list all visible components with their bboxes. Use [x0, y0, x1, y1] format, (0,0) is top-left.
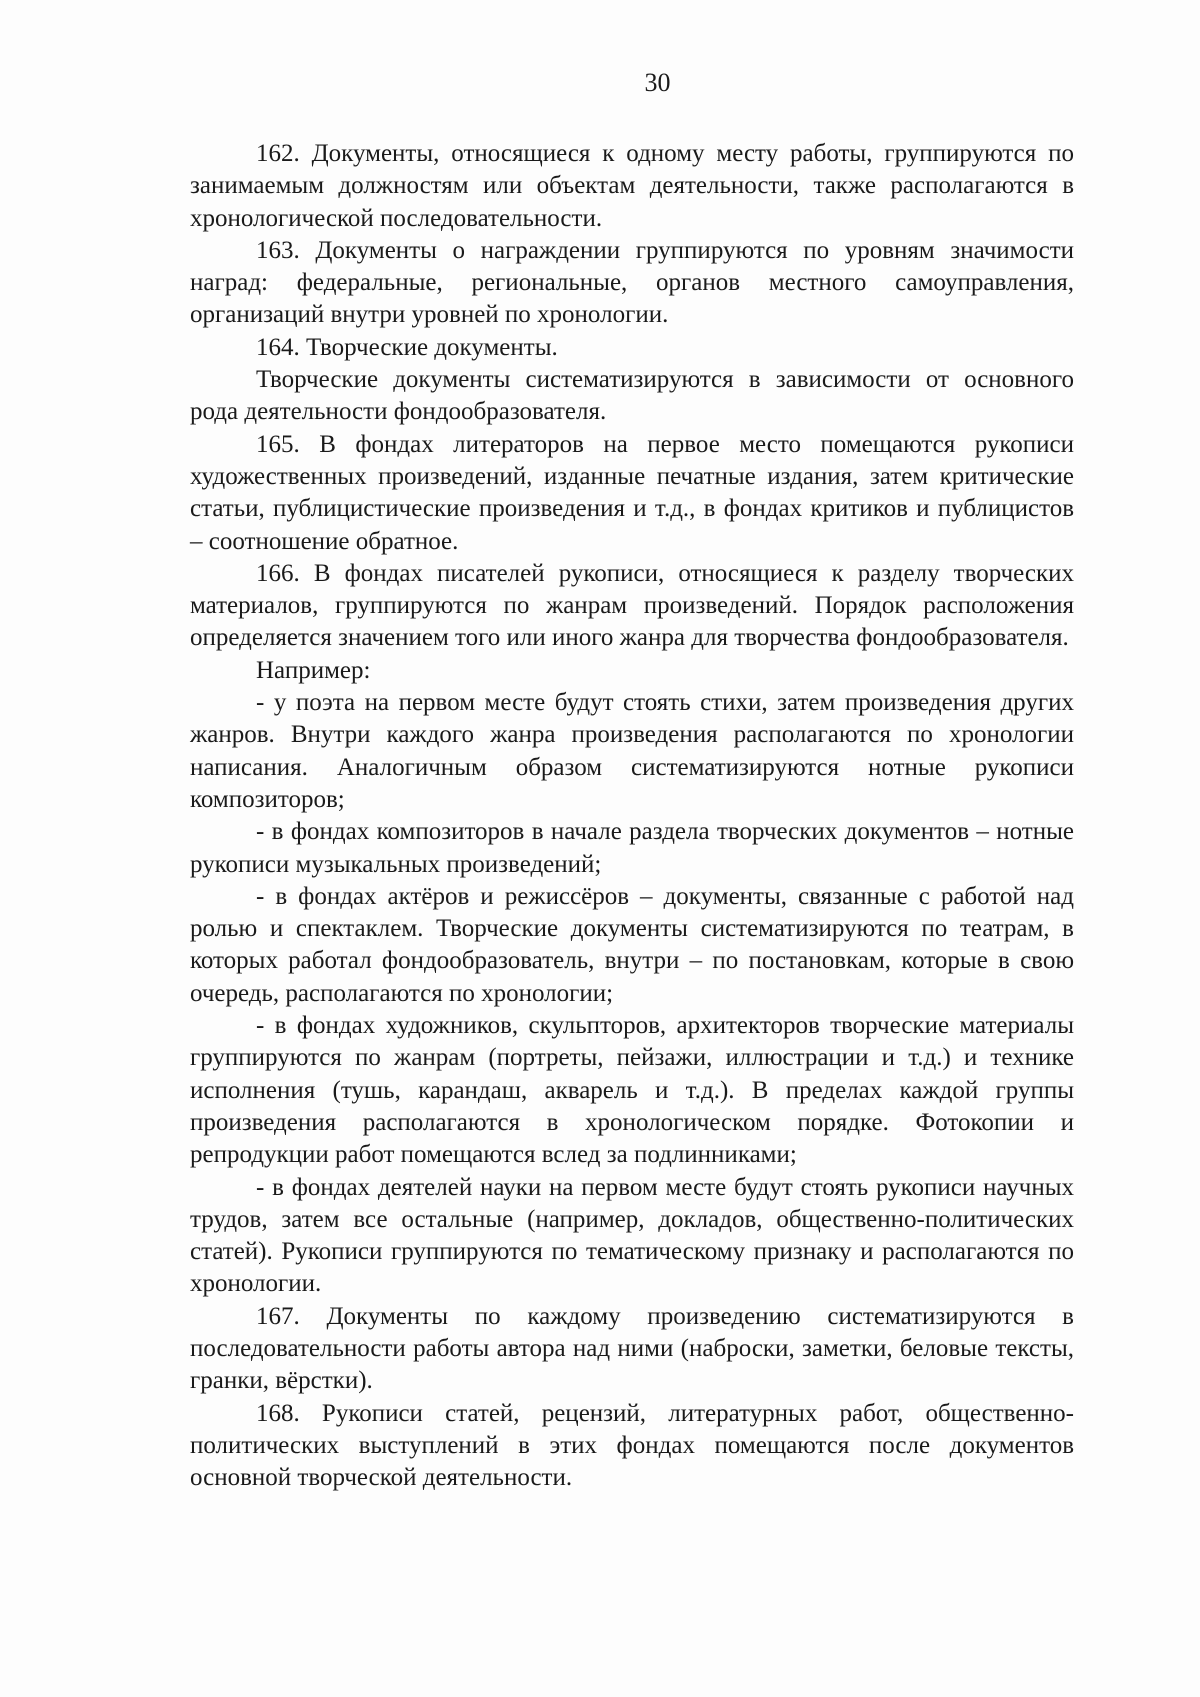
- paragraph-example-intro: Например:: [256, 656, 371, 684]
- list-item-actors: - в фондах актёров и режиссёров – документы, связанные с работой над ролью и спектаклем. Творческие документы систематизируются по театрам, в которых работал фондообразователь, внутри – по постановкам, которые в свою очередь, располагаются по хронологии;: [190, 882, 1074, 1007]
- paragraph-168: 168. Рукописи статей, рецензий, литературных работ, общественно-политических выступлений в этих фондах помещаются после документов основной творческой деятельности.: [190, 1399, 1074, 1492]
- paragraph-164: 164. Творческие документы.: [256, 333, 558, 361]
- list-item-artists: - в фондах художников, скульпторов, архитекторов творческие материалы группируются по жанрам (портреты, пейзажи, иллюстрации и т.д.) и технике исполнения (тушь, карандаш, акварель и т.д.). В пределах каждой группы произведения располагаются в хронологическом порядке. Фотокопии и репродукции работ помещаются вслед за подлинниками;: [190, 1012, 1074, 1169]
- paragraph-163: 163. Документы о награждении группируются по уровням значимости наград: федеральные, региональные, органов местного самоуправления, организаций внутри уровней по хронологии.: [190, 236, 1074, 329]
- document-body: [190, 138, 1074, 1494]
- paragraph-167: 167. Документы по каждому произведению систематизируются в последовательности работы автора над ними (наброски, заметки, беловые тексты, гранки, вёрстки).: [190, 1302, 1074, 1395]
- paragraph-165: 165. В фондах литераторов на первое место помещаются рукописи художественных произведений, изданные печатные издания, затем критические статьи, публицистические произведения и т.д., в фондах критиков и публицистов – соотношение обратное.: [190, 430, 1074, 555]
- paragraph-162: 162. Документы, относящиеся к одному месту работы, группируются по занимаемым должностям или объектам деятельности, также располагаются в хронологической последовательности.: [190, 140, 1074, 232]
- list-item-scientists: - в фондах деятелей науки на первом месте будут стоять рукописи научных трудов, затем все остальные (например, докладов, общественно-политических статей). Рукописи группируются по тематическому признаку и располагаются по хронологии.: [190, 1173, 1074, 1298]
- paragraph-164-text: Творческие документы систематизируются в зависимости от основного рода деятельности фондообразователя.: [190, 366, 1074, 426]
- list-item-poets: - у поэта на первом месте будут стоять стихи, затем произведения других жанров. Внутри каждого жанра произведения располагаются по хронологии написания. Аналогичным образом систематизируются нотные рукописи композиторов;: [190, 689, 1074, 813]
- paragraph-166: 166. В фондах писателей рукописи, относящиеся к разделу творческих материалов, группируются по жанрам произведений. Порядок расположения определяется значением того или иного жанра для творчества фондообразователя.: [190, 559, 1074, 652]
- list-item-composers: - в фондах композиторов в начале раздела творческих документов – нотные рукописи музыкальных произведений;: [190, 818, 1074, 878]
- page-number: 30: [644, 68, 671, 97]
